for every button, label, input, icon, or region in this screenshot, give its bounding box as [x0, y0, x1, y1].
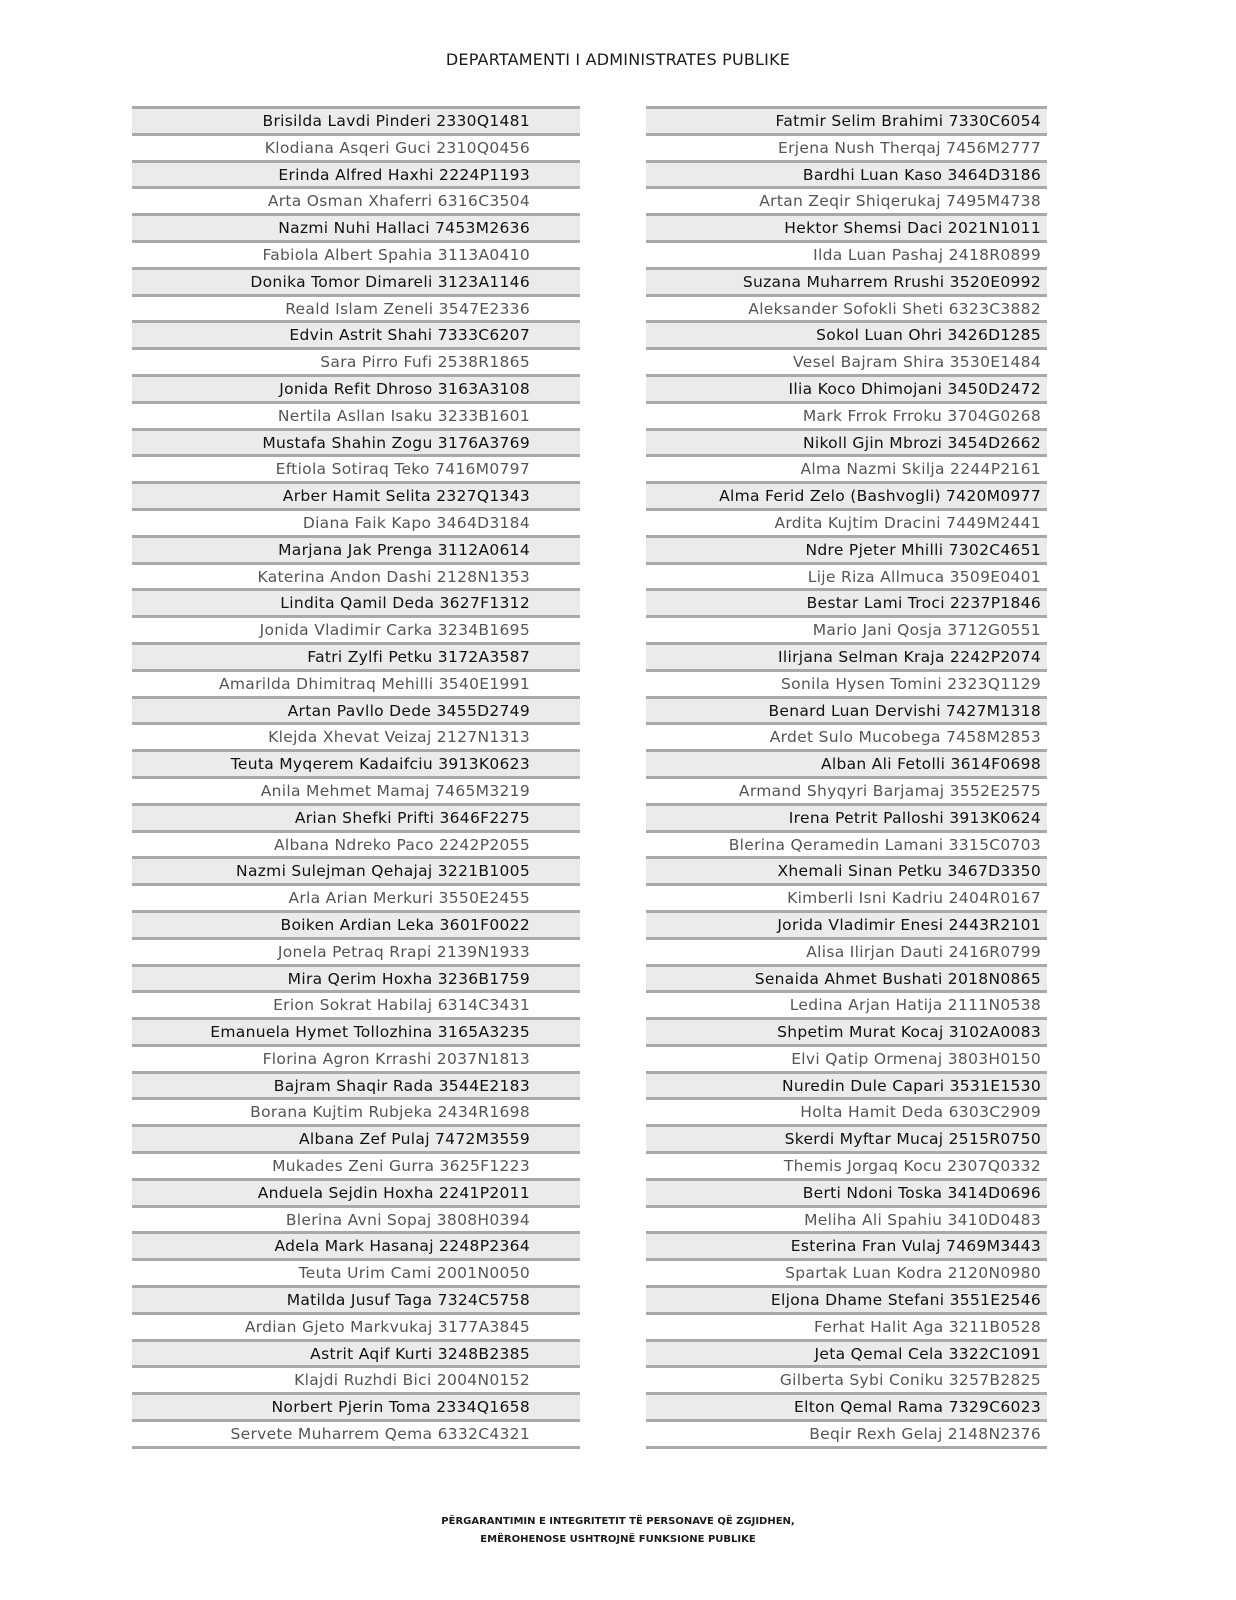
list-item: Servete Muharrem Qema 6332C4321 [132, 1419, 580, 1446]
page-title: DEPARTAMENTI I ADMINISTRATES PUBLIKE [445, 50, 791, 69]
list-item: Aleksander Sofokli Sheti 6323C3882 [646, 294, 1047, 321]
footer-line-2: EMËROHENOSE USHTROJNË FUNKSIONE PUBLIKE [480, 1534, 756, 1545]
list-item: Ilirjana Selman Kraja 2242P2074 [646, 642, 1047, 669]
list-item: Ndre Pjeter Mhilli 7302C4651 [646, 535, 1047, 562]
footer-line-1: PËRGARANTIMIN E INTEGRITETIT TË PERSONAVE QË ZGJIDHEN, [441, 1516, 795, 1527]
list-item: Mario Jani Qosja 3712G0551 [646, 615, 1047, 642]
list-item: Ilda Luan Pashaj 2418R0899 [646, 240, 1047, 267]
list-item: Erinda Alfred Haxhi 2224P1193 [132, 160, 580, 187]
list-item: Vesel Bajram Shira 3530E1484 [646, 347, 1047, 374]
list-item: Bardhi Luan Kaso 3464D3186 [646, 160, 1047, 187]
list-item: Marjana Jak Prenga 3112A0614 [132, 535, 580, 562]
list-item: Jonida Vladimir Carka 3234B1695 [132, 615, 580, 642]
list-item: Eftiola Sotiraq Teko 7416M0797 [132, 454, 580, 481]
list-item: Emanuela Hymet Tollozhina 3165A3235 [132, 1017, 580, 1044]
list-item: Senaida Ahmet Bushati 2018N0865 [646, 964, 1047, 991]
list-item: Spartak Luan Kodra 2120N0980 [646, 1258, 1047, 1285]
list-item: Jorida Vladimir Enesi 2443R2101 [646, 910, 1047, 937]
list-item: Nuredin Dule Capari 3531E1530 [646, 1071, 1047, 1098]
list-bottom-rule [132, 1446, 580, 1449]
list-item: Nertila Asllan Isaku 3233B1601 [132, 401, 580, 428]
list-item: Suzana Muharrem Rrushi 3520E0992 [646, 267, 1047, 294]
list-item: Bajram Shaqir Rada 3544E2183 [132, 1071, 580, 1098]
list-item: Mira Qerim Hoxha 3236B1759 [132, 964, 580, 991]
list-item: Katerina Andon Dashi 2128N1353 [132, 562, 580, 589]
list-item: Armand Shyqyri Barjamaj 3552E2575 [646, 776, 1047, 803]
list-item: Anduela Sejdin Hoxha 2241P2011 [132, 1178, 580, 1205]
list-item: Erion Sokrat Habilaj 6314C3431 [132, 990, 580, 1017]
list-item: Diana Faik Kapo 3464D3184 [132, 508, 580, 535]
list-item: Arta Osman Xhaferri 6316C3504 [132, 186, 580, 213]
list-item: Shpetim Murat Kocaj 3102A0083 [646, 1017, 1047, 1044]
list-item: Borana Kujtim Rubjeka 2434R1698 [132, 1097, 580, 1124]
list-item: Alisa Ilirjan Dauti 2416R0799 [646, 937, 1047, 964]
list-item: Blerina Qeramedin Lamani 3315C0703 [646, 830, 1047, 857]
list-item: Arian Shefki Prifti 3646F2275 [132, 803, 580, 830]
list-item: Jonela Petraq Rrapi 2139N1933 [132, 937, 580, 964]
list-item: Jonida Refit Dhroso 3163A3108 [132, 374, 580, 401]
list-item: Fatmir Selim Brahimi 7330C6054 [646, 106, 1047, 133]
list-item: Mukades Zeni Gurra 3625F1223 [132, 1151, 580, 1178]
list-item: Blerina Avni Sopaj 3808H0394 [132, 1205, 580, 1232]
list-item: Arber Hamit Selita 2327Q1343 [132, 481, 580, 508]
list-item: Berti Ndoni Toska 3414D0696 [646, 1178, 1047, 1205]
list-item: Teuta Urim Cami 2001N0050 [132, 1258, 580, 1285]
list-item: Eljona Dhame Stefani 3551E2546 [646, 1285, 1047, 1312]
list-item: Lije Riza Allmuca 3509E0401 [646, 562, 1047, 589]
list-item: Mustafa Shahin Zogu 3176A3769 [132, 428, 580, 455]
list-item: Elton Qemal Rama 7329C6023 [646, 1392, 1047, 1419]
list-item: Boiken Ardian Leka 3601F0022 [132, 910, 580, 937]
list-item: Klejda Xhevat Veizaj 2127N1313 [132, 722, 580, 749]
list-item: Ledina Arjan Hatija 2111N0538 [646, 990, 1047, 1017]
list-item: Ardita Kujtim Dracini 7449M2441 [646, 508, 1047, 535]
list-item: Mark Frrok Frroku 3704G0268 [646, 401, 1047, 428]
list-item: Klajdi Ruzhdi Bici 2004N0152 [132, 1365, 580, 1392]
list-item: Bestar Lami Troci 2237P1846 [646, 588, 1047, 615]
list-item: Gilberta Sybi Coniku 3257B2825 [646, 1365, 1047, 1392]
list-item: Albana Zef Pulaj 7472M3559 [132, 1124, 580, 1151]
list-bottom-rule [646, 1446, 1047, 1449]
list-item: Alma Ferid Zelo (Bashvogli) 7420M0977 [646, 481, 1047, 508]
list-item: Ardian Gjeto Markvukaj 3177A3845 [132, 1312, 580, 1339]
list-item: Donika Tomor Dimareli 3123A1146 [132, 267, 580, 294]
list-item: Teuta Myqerem Kadaifciu 3913K0623 [132, 749, 580, 776]
list-item: Albana Ndreko Paco 2242P2055 [132, 830, 580, 857]
page-footer [0, 1513, 1236, 1549]
list-item: Anila Mehmet Mamaj 7465M3219 [132, 776, 580, 803]
list-item: Brisilda Lavdi Pinderi 2330Q1481 [132, 106, 580, 133]
list-item: Reald Islam Zeneli 3547E2336 [132, 294, 580, 321]
list-item: Xhemali Sinan Petku 3467D3350 [646, 856, 1047, 883]
list-item: Matilda Jusuf Taga 7324C5758 [132, 1285, 580, 1312]
list-item: Sokol Luan Ohri 3426D1285 [646, 320, 1047, 347]
list-item: Esterina Fran Vulaj 7469M3443 [646, 1231, 1047, 1258]
list-item: Ardet Sulo Mucobega 7458M2853 [646, 722, 1047, 749]
list-item: Adela Mark Hasanaj 2248P2364 [132, 1231, 580, 1258]
list-item: Holta Hamit Deda 6303C2909 [646, 1097, 1047, 1124]
list-item: Alma Nazmi Skilja 2244P2161 [646, 454, 1047, 481]
list-item: Nazmi Sulejman Qehajaj 3221B1005 [132, 856, 580, 883]
list-item: Beqir Rexh Gelaj 2148N2376 [646, 1419, 1047, 1446]
list-item: Benard Luan Dervishi 7427M1318 [646, 696, 1047, 723]
list-item: Themis Jorgaq Kocu 2307Q0332 [646, 1151, 1047, 1178]
list-item: Edvin Astrit Shahi 7333C6207 [132, 320, 580, 347]
list-item: Ferhat Halit Aga 3211B0528 [646, 1312, 1047, 1339]
list-item: Klodiana Asqeri Guci 2310Q0456 [132, 133, 580, 160]
list-item: Sara Pirro Fufi 2538R1865 [132, 347, 580, 374]
list-item: Jeta Qemal Cela 3322C1091 [646, 1339, 1047, 1366]
list-item: Erjena Nush Therqaj 7456M2777 [646, 133, 1047, 160]
list-item: Fabiola Albert Spahia 3113A0410 [132, 240, 580, 267]
list-item: Amarilda Dhimitraq Mehilli 3540E1991 [132, 669, 580, 696]
list-item: Florina Agron Krrashi 2037N1813 [132, 1044, 580, 1071]
list-item: Lindita Qamil Deda 3627F1312 [132, 588, 580, 615]
list-item: Sonila Hysen Tomini 2323Q1129 [646, 669, 1047, 696]
list-item: Nikoll Gjin Mbrozi 3454D2662 [646, 428, 1047, 455]
list-item: Artan Zeqir Shiqerukaj 7495M4738 [646, 186, 1047, 213]
list-item: Alban Ali Fetolli 3614F0698 [646, 749, 1047, 776]
list-item: Ilia Koco Dhimojani 3450D2472 [646, 374, 1047, 401]
list-item: Artan Pavllo Dede 3455D2749 [132, 696, 580, 723]
list-item: Elvi Qatip Ormenaj 3803H0150 [646, 1044, 1047, 1071]
list-item: Fatri Zylfi Petku 3172A3587 [132, 642, 580, 669]
list-item: Kimberli Isni Kadriu 2404R0167 [646, 883, 1047, 910]
list-item: Meliha Ali Spahiu 3410D0483 [646, 1205, 1047, 1232]
name-list-left [132, 106, 580, 1449]
list-item: Irena Petrit Palloshi 3913K0624 [646, 803, 1047, 830]
list-item: Hektor Shemsi Daci 2021N1011 [646, 213, 1047, 240]
name-list-right [646, 106, 1047, 1449]
list-item: Nazmi Nuhi Hallaci 7453M2636 [132, 213, 580, 240]
list-item: Skerdi Myftar Mucaj 2515R0750 [646, 1124, 1047, 1151]
list-item: Arla Arian Merkuri 3550E2455 [132, 883, 580, 910]
list-item: Norbert Pjerin Toma 2334Q1658 [132, 1392, 580, 1419]
list-item: Astrit Aqif Kurti 3248B2385 [132, 1339, 580, 1366]
